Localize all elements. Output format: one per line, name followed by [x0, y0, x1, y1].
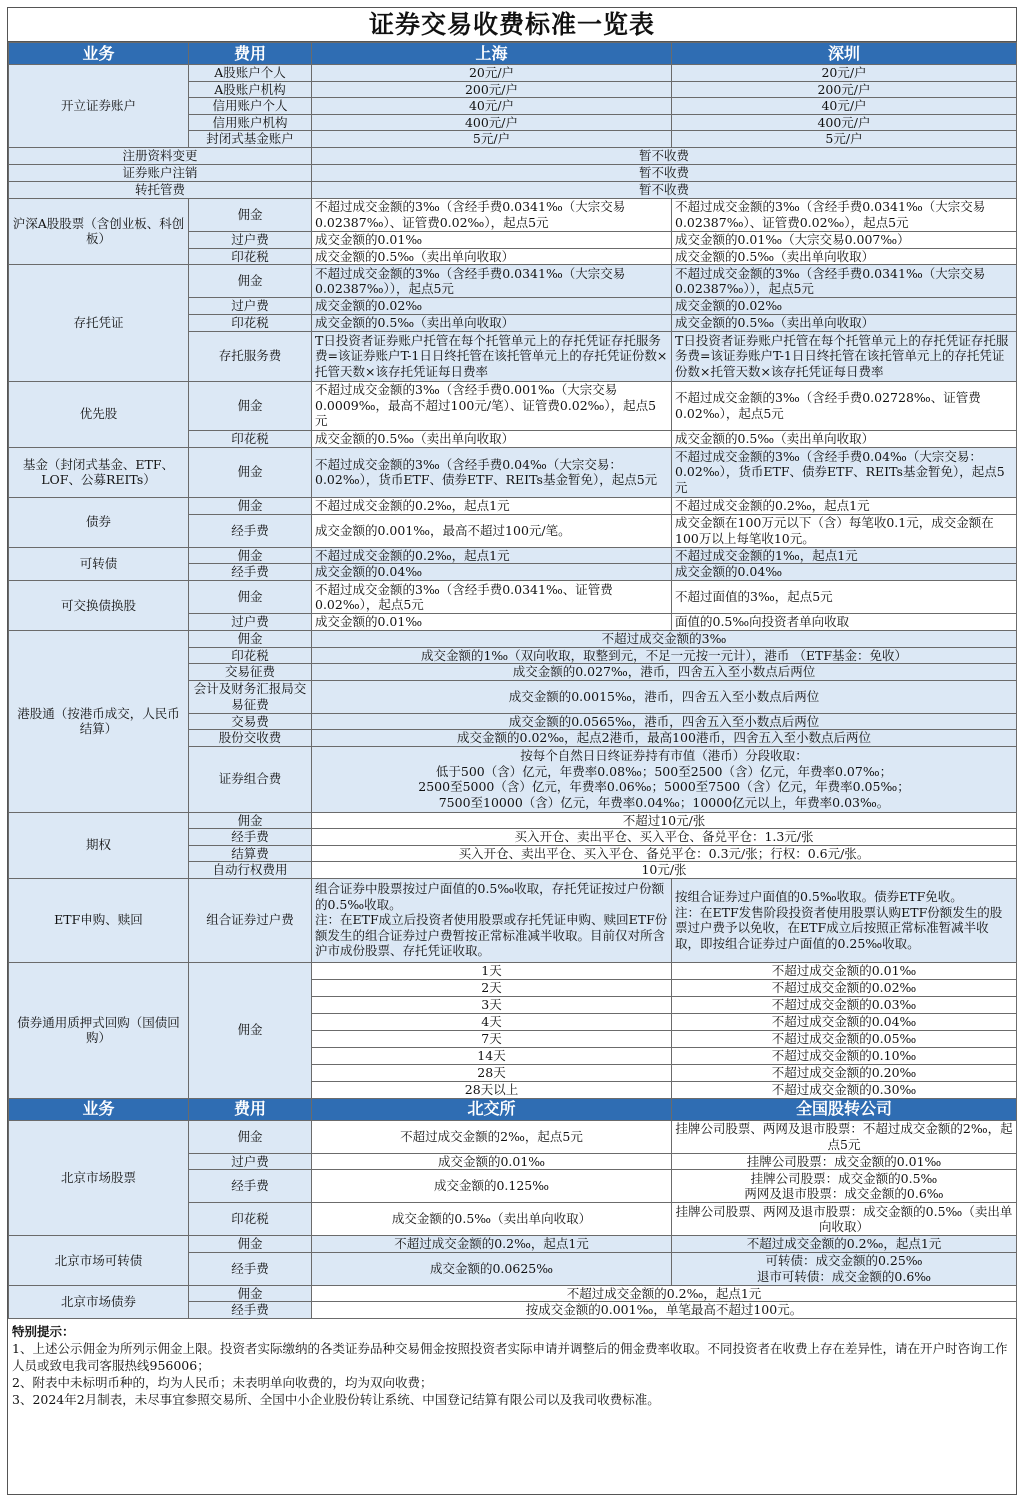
sz-value: 40元/户 [672, 98, 1017, 115]
merged-value: 成交金额的0.02‰，起点2港币，最高100港币，四舍五入至小数点后两位 [312, 730, 1017, 747]
sh-value: 成交金额的0.001‰，最高不超过100元/笔。 [312, 514, 672, 547]
fee-label: 印花税 [189, 1203, 312, 1236]
cell-line: 低于500（含）亿元，年费率0.08‰；500至2500（含）亿元，年费率0.07‰； [435, 763, 893, 779]
neeq-value [672, 1203, 1017, 1236]
fee-table [8, 42, 1017, 1319]
fee-label: 佣金 [189, 497, 312, 514]
sh-value: 成交金额的0.02‰ [312, 298, 672, 315]
fee-label: 股份交收费 [189, 730, 312, 747]
sz-value: 5元/户 [672, 131, 1017, 148]
sh-value: 不超过成交金额的3‰（含经手费0.001‰（大宗交易0.0009‰，最高不超过100元/笔）、证管费0.02‰），起点5元 [312, 381, 672, 430]
sz-value: 不超过成交金额的1‰，起点1元 [672, 547, 1017, 564]
sz-value: 不超过成交金额的0.01‰ [672, 962, 1017, 979]
fee-label: 会计及财务汇报局交易征费 [189, 680, 312, 713]
table-row [9, 878, 1017, 962]
neeq-value [672, 1252, 1017, 1285]
fee-label: 佣金 [189, 581, 312, 614]
business-label: 期权 [9, 812, 189, 878]
sz-value: 面值的0.5‰向投资者单向收取 [672, 614, 1017, 631]
fee-label: 佣金 [189, 631, 312, 648]
business-label: 港股通（按港币成交，人民币结算） [9, 631, 189, 813]
fee-label: 佣金 [189, 962, 312, 1098]
sh-value: 成交金额的0.04‰ [312, 564, 672, 581]
table-row [9, 547, 1017, 564]
fee-label: 经手费 [189, 1252, 312, 1285]
note-item: 2、附表中未标明币种的，均为人民币；未表明单向收费的，均为双向收费； [12, 1374, 433, 1390]
business-label: 转托管费 [9, 181, 312, 198]
sz-value: 不超过成交金额的3‰（含经手费0.0341‰（大宗交易0.02387‰）、证管费0.02‰），起点5元 [672, 198, 1017, 231]
sz-value: 不超过成交金额的0.03‰ [672, 996, 1017, 1013]
table-row [9, 581, 1017, 614]
cell-line: 两网及退市股票：成交金额的0.6‰ [744, 1186, 944, 1201]
header-business: 业务 [9, 1098, 189, 1120]
merged-value [312, 746, 1017, 812]
sh-value: 5元/户 [312, 131, 672, 148]
sz-value: 不超过成交金额的0.10‰ [672, 1047, 1017, 1064]
cell-line: 7500至10000（含）亿元，年费率0.04‰；10000亿元以上，年费率0.03‰。 [438, 794, 890, 810]
table-row [9, 447, 1017, 497]
bse-value: 不超过成交金额的0.2‰，起点1元 [312, 1236, 672, 1253]
table-row [9, 164, 1017, 181]
cell-line: 挂牌公司股票、两网及退市股票：成交金额的0.5‰（卖出单向收取） [675, 1203, 1013, 1234]
cell-line: 挂牌公司股票、两网及退市股票：不超过成交金额的2‰，起点5元 [675, 1121, 1013, 1152]
bse-value: 不超过成交金额的2‰，起点5元 [312, 1120, 672, 1153]
table-row [9, 1120, 1017, 1153]
bse-value: 成交金额的0.5‰（卖出单向收取） [312, 1203, 672, 1236]
sh-value: 成交金额的0.01‰ [312, 231, 672, 248]
fee-label: 佣金 [189, 1236, 312, 1253]
fee-label: 印花税 [189, 647, 312, 664]
header-neeq: 全国股转公司 [672, 1098, 1017, 1120]
fee-label: 佣金 [189, 547, 312, 564]
sh-value: 40元/户 [312, 98, 672, 115]
sh-value: 不超过成交金额的0.2‰，起点1元 [312, 547, 672, 564]
table-row [9, 381, 1017, 430]
fee-label: A股账户个人 [189, 65, 312, 82]
fee-label: 信用账户个人 [189, 98, 312, 115]
sh-value: 不超过成交金额的3‰（含经手费0.0341‰、证管费0.02‰），起点5元 [312, 581, 672, 614]
sz-value: 200元/户 [672, 81, 1017, 98]
fee-schedule [7, 7, 1017, 1495]
fee-label: 过户费 [189, 614, 312, 631]
table-row [9, 198, 1017, 231]
business-label: 证券账户注销 [9, 164, 312, 181]
cell-line: 2500至5000（含）亿元，年费率0.06‰；5000至7500（含）亿元，年费率0.05‰； [418, 779, 910, 794]
fee-label: 交易征费 [189, 664, 312, 681]
table-row [9, 147, 1017, 164]
sz-value: 20元/户 [672, 65, 1017, 82]
page-title: 证券交易收费标准一览表 [8, 8, 1016, 42]
fee-label: 存托服务费 [189, 331, 312, 381]
bse-value: 成交金额的0.01‰ [312, 1153, 672, 1170]
table-row [9, 962, 1017, 979]
table-row [9, 65, 1017, 82]
sh-value: 20元/户 [312, 65, 672, 82]
sz-value: 不超过成交金额的0.02‰ [672, 979, 1017, 996]
merged-value: 按成交金额的0.001‰，单笔最高不超过100元。 [312, 1302, 1017, 1319]
merged-value: 成交金额的0.0565‰，港币，四舍五入至小数点后两位 [312, 713, 1017, 730]
fee-label: A股账户机构 [189, 81, 312, 98]
neeq-value [672, 1170, 1017, 1203]
sz-value: 400元/户 [672, 114, 1017, 131]
header-shanghai: 上海 [312, 43, 672, 65]
header-row [9, 43, 1017, 65]
fee-label: 佣金 [189, 812, 312, 829]
sz-value: 不超过成交金额的0.30‰ [672, 1081, 1017, 1098]
fee-label: 佣金 [189, 447, 312, 497]
merged-value: 不超过10元/张 [312, 812, 1017, 829]
sz-value: 成交金额的0.5‰（卖出单向收取） [672, 430, 1017, 447]
term-value: 4天 [312, 1013, 672, 1030]
table-row [9, 1236, 1017, 1253]
fee-label: 封闭式基金账户 [189, 131, 312, 148]
fee-label: 佣金 [189, 265, 312, 298]
fee-label: 经手费 [189, 514, 312, 547]
merged-value: 买入开仓、卖出平仓、买入平仓、备兑平仓：1.3元/张 [312, 829, 1017, 846]
business-label: 开立证券账户 [9, 65, 189, 148]
business-label: 北京市场股票 [9, 1120, 189, 1236]
header-business: 业务 [9, 43, 189, 65]
sh-value: 200元/户 [312, 81, 672, 98]
header-fee: 费用 [189, 1098, 312, 1120]
table-row [9, 631, 1017, 648]
fee-label: 经手费 [189, 564, 312, 581]
sz-value: 成交金额的0.5‰（卖出单向收取） [672, 314, 1017, 331]
fee-label: 佣金 [189, 1120, 312, 1153]
header-bse: 北交所 [312, 1098, 672, 1120]
fee-label: 结算费 [189, 845, 312, 862]
fee-label: 信用账户机构 [189, 114, 312, 131]
header-shenzhen: 深圳 [672, 43, 1017, 65]
term-value: 14天 [312, 1047, 672, 1064]
fee-label: 佣金 [189, 1285, 312, 1302]
business-label: ETF申购、赎回 [9, 878, 189, 962]
fee-label: 证券组合费 [189, 746, 312, 812]
fee-label: 经手费 [189, 1302, 312, 1319]
term-value: 28天以上 [312, 1081, 672, 1098]
sh-value: 不超过成交金额的3‰（含经手费0.0341‰（大宗交易0.02387‰）），起点5元 [312, 265, 672, 298]
header-row [9, 1098, 1017, 1120]
business-label: 存托凭证 [9, 265, 189, 382]
note-item: 3、2024年2月制表，未尽事宜参照交易所、全国中小企业股份转让系统、中国登记结算有限公司以及我司收费标准。 [12, 1391, 660, 1407]
sz-value: 不超过成交金额的0.05‰ [672, 1030, 1017, 1047]
fee-label: 自动行权费用 [189, 862, 312, 879]
business-label: 北京市场可转债 [9, 1236, 189, 1286]
sz-value: 成交金额的0.5‰（卖出单向收取） [672, 248, 1017, 265]
note-item: 1、上述公示佣金为所列示佣金上限。投资者实际缴纳的各类证券品种交易佣金按照投资者实际申请并调整后的佣金费率收取。不同投资者在收费上存在差异性，请在开户时咨询工作人员或致电我司客服热线956006； [12, 1340, 1008, 1373]
fee-label: 交易费 [189, 713, 312, 730]
sz-value: 不超过成交金额的3‰（含经手费0.04‰（大宗交易：0.02‰），货币ETF、债券ETF、REITs基金暂免），起点5元 [672, 447, 1017, 497]
sz-value: 成交金额的0.04‰ [672, 564, 1017, 581]
fee-label: 经手费 [189, 1170, 312, 1203]
sz-value: 不超过成交金额的3‰（含经手费0.02728‰、证管费0.02‰），起点5元 [672, 381, 1017, 430]
sh-value: 不超过成交金额的0.2‰，起点1元 [312, 497, 672, 514]
neeq-value [672, 1236, 1017, 1253]
sh-value: 400元/户 [312, 114, 672, 131]
merged-value: 成交金额的0.027‰，港币，四舍五入至小数点后两位 [312, 664, 1017, 681]
fee-label: 印花税 [189, 430, 312, 447]
sz-value: 成交金额在100万元以下（含）每笔收0.1元，成交金额在100万以上每笔收10元。 [672, 514, 1017, 547]
sh-value: 成交金额的0.5‰（卖出单向收取） [312, 430, 672, 447]
merged-value: 不超过成交金额的3‰ [312, 631, 1017, 648]
term-value: 1天 [312, 962, 672, 979]
term-value: 3天 [312, 996, 672, 1013]
fee-label: 过户费 [189, 298, 312, 315]
sz-value: 不超过成交金额的0.04‰ [672, 1013, 1017, 1030]
neeq-value [672, 1120, 1017, 1153]
table-row [9, 265, 1017, 298]
fee-label: 经手费 [189, 829, 312, 846]
cell-line: 挂牌公司股票：成交金额的0.01‰ [746, 1153, 942, 1169]
sh-value: 不超过成交金额的3‰（含经手费0.04‰（大宗交易：0.02‰），货币ETF、债券ETF、REITs基金暂免），起点5元 [312, 447, 672, 497]
sz-value: 不超过成交金额的0.2‰，起点1元 [672, 497, 1017, 514]
term-value: 2天 [312, 979, 672, 996]
merged-value: 买入开仓、卖出平仓、买入平仓、备兑平仓：0.3元/张；行权：0.6元/张。 [312, 845, 1017, 862]
notes [8, 1319, 1016, 1408]
cell-line: 按组合证券过户面值的0.5‰收取。债券ETF免收。 [675, 889, 963, 904]
sz-value [672, 878, 1017, 962]
sz-value: 成交金额的0.01‰（大宗交易0.007‰） [672, 231, 1017, 248]
fee-label: 印花税 [189, 314, 312, 331]
merged-value: 暂不收费 [312, 181, 1017, 198]
table-row [9, 812, 1017, 829]
header-fee: 费用 [189, 43, 312, 65]
business-label: 可转债 [9, 547, 189, 581]
cell-line: 注：在ETF成立后投资者使用股票或存托凭证申购、赎回ETF份额发生的组合证券过户费暂按正常标准减半收取。目前仅对所含沪市成份股票、存托凭证收取。 [315, 912, 668, 959]
cell-line: 按每个自然日日终证券持有市值（港币）分段收取： [520, 748, 808, 763]
business-label: 沪深A股股票（含创业板、科创板） [9, 198, 189, 265]
cell-line: 可转债：成交金额的0.25‰ [765, 1253, 923, 1268]
sh-value: 成交金额的0.5‰（卖出单向收取） [312, 314, 672, 331]
merged-value: 成交金额的1‰（双向收取，取整到元，不足一元按一元计），港币 （ETF基金：免收） [312, 647, 1017, 664]
sh-value: T日投资者证券账户托管在每个托管单元上的存托凭证存托服务费=该证券账户T-1日日终托管在该托管单元上的存托凭证份数×托管天数×该存托凭证每日费率 [312, 331, 672, 381]
business-label: 注册资料变更 [9, 147, 312, 164]
term-value: 28天 [312, 1064, 672, 1081]
table-row [9, 181, 1017, 198]
notes-title: 特别提示： [12, 1323, 75, 1339]
sz-value: 成交金额的0.02‰ [672, 298, 1017, 315]
bse-value: 成交金额的0.125‰ [312, 1170, 672, 1203]
term-value: 7天 [312, 1030, 672, 1047]
merged-value: 不超过成交金额的0.2‰，起点1元 [312, 1285, 1017, 1302]
cell-line: 退市可转债：成交金额的0.6‰ [756, 1268, 932, 1284]
business-label: 可交换债换股 [9, 581, 189, 631]
cell-line: 不超过成交金额的0.2‰，起点1元 [746, 1236, 942, 1251]
fee-label: 组合证券过户费 [189, 878, 312, 962]
cell-line: 注：在ETF发售阶段投资者使用股票认购ETF份额发生的股票过户费予以免收，在ETF成立后按照正常标准暂减半收取，即按组合证券过户面值的0.25‰收取。 [675, 904, 1003, 951]
fee-label: 印花税 [189, 248, 312, 265]
bse-value: 成交金额的0.0625‰ [312, 1252, 672, 1285]
fee-label: 过户费 [189, 231, 312, 248]
fee-label: 佣金 [189, 381, 312, 430]
sh-value: 成交金额的0.5‰（卖出单向收取） [312, 248, 672, 265]
sz-value: T日投资者证券账户托管在每个托管单元上的存托凭证存托服务费=该证券账户T-1日日终托管在该托管单元上的存托凭证份数×托管天数×该存托凭证每日费率 [672, 331, 1017, 381]
business-label: 优先股 [9, 381, 189, 447]
fee-label: 佣金 [189, 198, 312, 231]
merged-value: 成交金额的0.0015‰，港币，四舍五入至小数点后两位 [312, 680, 1017, 713]
business-label: 基金（封闭式基金、ETF、LOF、公募REITs） [9, 447, 189, 497]
merged-value: 暂不收费 [312, 147, 1017, 164]
business-label: 债券通用质押式回购（国债回购） [9, 962, 189, 1098]
sh-value: 成交金额的0.01‰ [312, 614, 672, 631]
cell-line: 组合证券中股票按过户面值的0.5‰收取，存托凭证按过户份额的0.5‰收取。 [315, 881, 665, 912]
fee-label: 过户费 [189, 1153, 312, 1170]
table-row [9, 497, 1017, 514]
business-label: 北京市场债券 [9, 1285, 189, 1318]
business-label: 债券 [9, 497, 189, 547]
merged-value: 暂不收费 [312, 164, 1017, 181]
sh-value: 不超过成交金额的3‰（含经手费0.0341‰（大宗交易0.02387‰）、证管费0.02‰），起点5元 [312, 198, 672, 231]
cell-line: 挂牌公司股票：成交金额的0.5‰ [750, 1170, 938, 1186]
neeq-value [672, 1153, 1017, 1170]
sh-value [312, 878, 672, 962]
sz-value: 不超过面值的3‰，起点5元 [672, 581, 1017, 614]
table-row [9, 1285, 1017, 1302]
sz-value: 不超过成交金额的0.20‰ [672, 1064, 1017, 1081]
sz-value: 不超过成交金额的3‰（含经手费0.0341‰（大宗交易0.02387‰）），起点5元 [672, 265, 1017, 298]
merged-value: 10元/张 [312, 862, 1017, 879]
